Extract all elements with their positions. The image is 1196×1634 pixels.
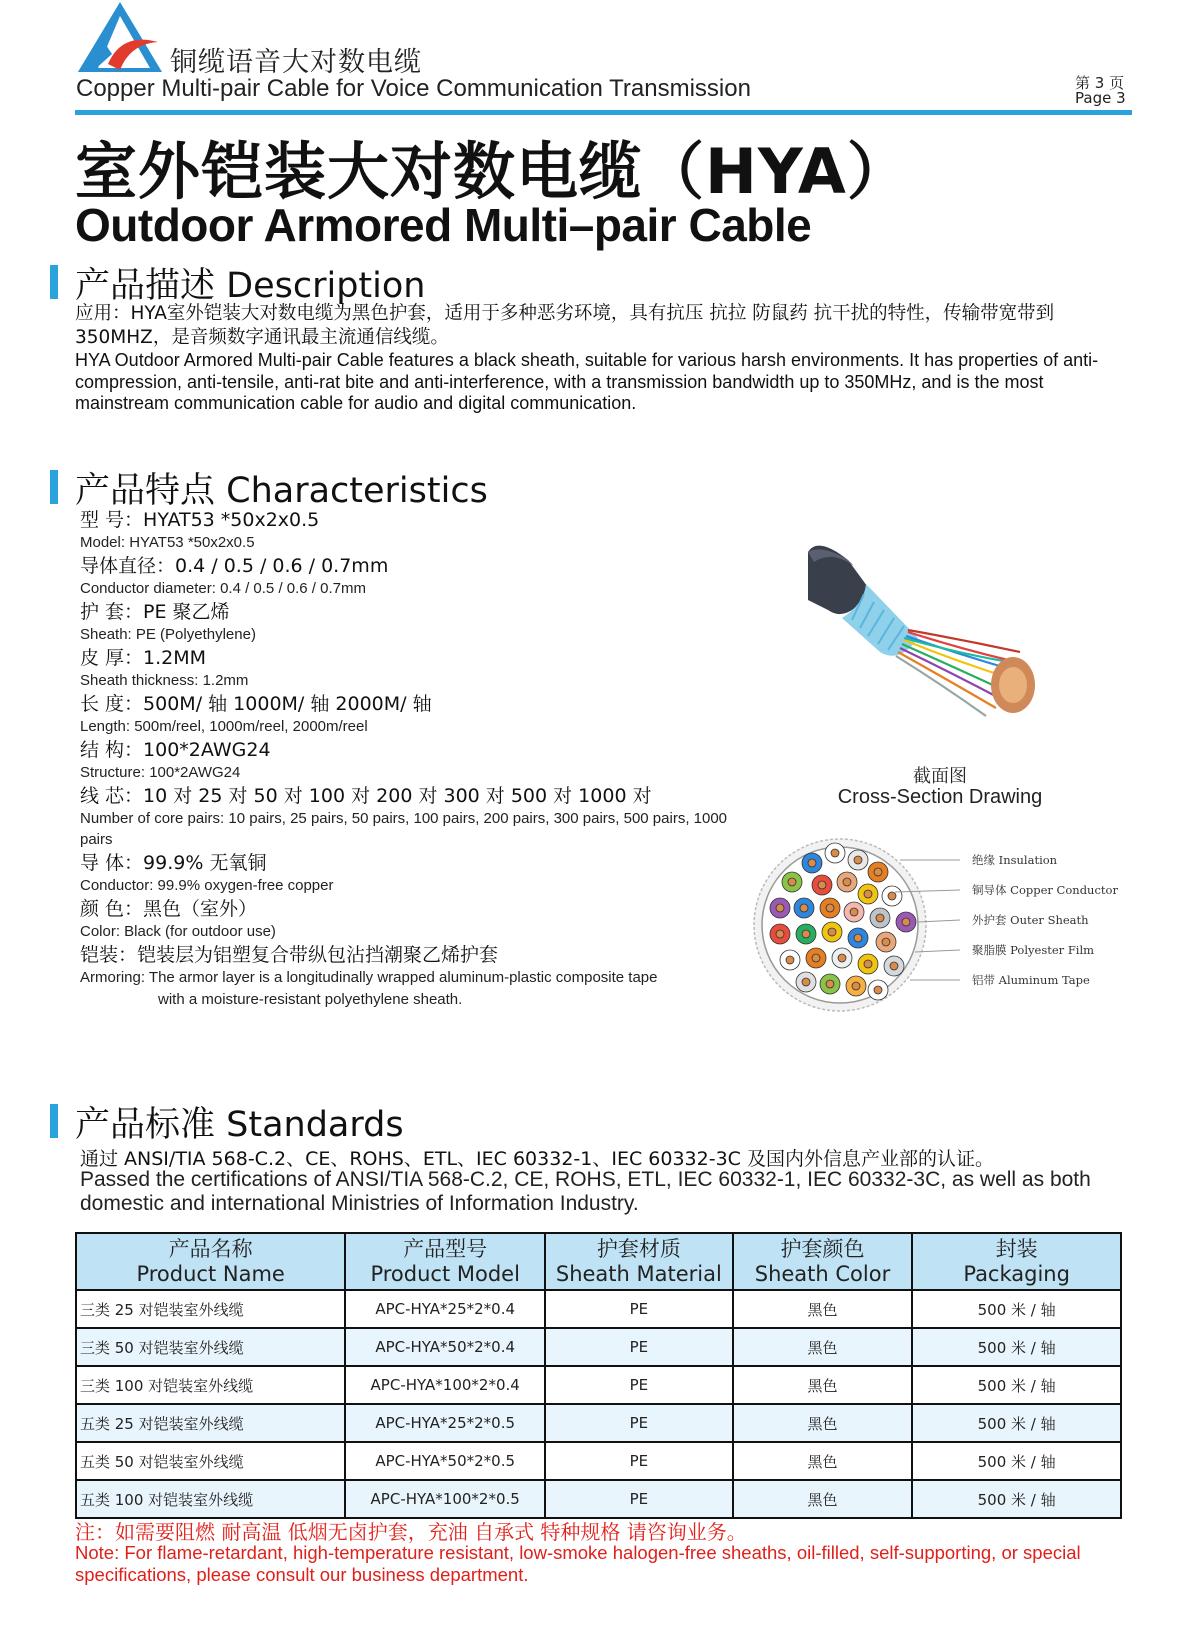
cell-sheath-color: 黑色 [733,1290,913,1328]
cell-product-name: 五类 50 对铠装室外线缆 [76,1442,345,1480]
spec-sheath-en: Sheath: PE (Polyethylene) [80,626,256,643]
cell-sheath-color: 黑色 [733,1404,913,1442]
spec-length-en: Length: 500m/reel, 1000m/reel, 2000m/reel [80,718,368,735]
section-heading-standards: 产品标准 Standards [75,1105,404,1145]
product-title-en: Outdoor Armored Multi–pair Cable [75,199,812,251]
cell-sheath-material: PE [545,1366,733,1404]
standards-text-cn: 通过 ANSI/TIA 568-C.2、CE、ROHS、ETL、IEC 60332-1、IEC 60332-3C 及国内外信息产业部的认证。 [80,1148,994,1170]
label-aluminum-tape: 铝带 Aluminum Tape [972,973,1090,987]
label-outer-sheath: 外护套 Outer Sheath [972,913,1089,927]
column-header: 产品型号 Product Model [345,1233,545,1290]
spec-color-en: Color: Black (for outdoor use) [80,923,276,940]
spec-armoring-cn: 铠装：铠装层为铝塑复合带纵包沾挡潮聚乙烯护套 [80,944,499,966]
spec-length-cn: 长 度：500M/ 轴 1000M/ 轴 2000M/ 轴 [80,693,432,715]
brand-title-en: Copper Multi-pair Cable for Voice Communication Transmission [76,75,751,102]
cell-product-model: APC-HYA*25*2*0.4 [345,1290,545,1328]
spec-armoring-en: Armoring: The armor layer is a longitudinally wrapped aluminum-plastic composite tape [80,969,658,986]
cell-sheath-material: PE [545,1290,733,1328]
spec-structure-cn: 结 构：100*2AWG24 [80,739,271,761]
table-header-row [76,1233,1121,1290]
spec-conductor-en: Conductor: 99.9% oxygen-free copper [80,877,334,894]
spec-model-en: Model: HYAT53 *50x2x0.5 [80,534,255,551]
cell-product-model: APC-HYA*100*2*0.4 [345,1366,545,1404]
product-title-cn: 室外铠装大对数电缆（HYA） [75,135,910,208]
spec-conductor-cn: 导 体：99.9% 无氧铜 [80,852,267,874]
table-row [76,1290,1121,1328]
cross-section-title-en: Cross-Section Drawing [837,786,1043,808]
cell-product-model: APC-HYA*25*2*0.5 [345,1404,545,1442]
cell-product-name: 三类 25 对铠装室外线缆 [76,1290,345,1328]
cell-product-model: APC-HYA*50*2*0.4 [345,1328,545,1366]
product-table [75,1232,1122,1519]
description-text-cn: 应用：HYA室外铠装大对数电缆为黑色护套，适用于多种恶劣环境，具有抗压 抗拉 防鼠药 抗干扰的特性，传输带宽带到350MHZ，是音频数字通讯最主流通信线缆。 [75,303,1055,348]
page-number-en: Page 3 [1075,89,1126,107]
cross-section-diagram [750,830,1155,1020]
characteristics-list [80,508,760,1011]
section-marker [50,265,58,299]
cell-sheath-color: 黑色 [733,1442,913,1480]
cell-sheath-material: PE [545,1480,733,1518]
column-header: 产品名称 Product Name [76,1233,345,1290]
cell-packaging: 500 米 / 轴 [912,1366,1121,1404]
cell-sheath-material: PE [545,1404,733,1442]
section-heading-characteristics: 产品特点 Characteristics [75,471,488,511]
cell-product-name: 五类 100 对铠装室外线缆 [76,1480,345,1518]
brand-title-cn: 铜缆语音大对数电缆 [170,47,422,78]
cell-sheath-color: 黑色 [733,1366,913,1404]
spec-sheath-thickness-cn: 皮 厚：1.2MM [80,647,207,669]
spec-conductor-diameter-cn: 导体直径：0.4 / 0.5 / 0.6 / 0.7mm [80,555,389,577]
cable-product-image [808,540,1048,728]
table-row [76,1366,1121,1404]
spec-armoring-en-continued: with a moisture-resistant polyethylene sheath. [158,991,463,1008]
table-row [76,1328,1121,1366]
cell-sheath-material: PE [545,1442,733,1480]
column-header: 封装 Packaging [912,1233,1121,1290]
section-heading-description: 产品描述 Description [75,266,426,306]
cell-sheath-material: PE [545,1328,733,1366]
header-divider [75,110,1132,115]
spec-structure-en: Structure: 100*2AWG24 [80,764,241,781]
spec-conductor-diameter-en: Conductor diameter: 0.4 / 0.5 / 0.6 / 0.7mm [80,580,366,597]
note-text-cn: 注：如需要阻燃 耐高温 低烟无卤护套，充油 自承式 特种规格 请咨询业务。 [75,1520,747,1544]
label-polyester-film: 聚脂膜 Polyester Film [972,943,1095,957]
cell-product-name: 三类 50 对铠装室外线缆 [76,1328,345,1366]
section-marker [50,470,58,504]
company-logo [78,2,162,74]
cell-packaging: 500 米 / 轴 [912,1290,1121,1328]
note-text-en: Note: For flame-retardant, high-temperature resistant, low-smoke halogen-free sheaths, oil-filled, self-supporting, or special specifications, please consult our business department. [75,1542,1081,1585]
label-insulation: 绝缘 Insulation [972,853,1058,867]
cell-sheath-color: 黑色 [733,1480,913,1518]
cross-section-title-cn: 截面图 [913,766,967,787]
cell-product-name: 五类 25 对铠装室外线缆 [76,1404,345,1442]
page-number-cn: 第 3 页 [1075,74,1125,92]
standards-text-en: Passed the certifications of ANSI/TIA 568-C.2, CE, ROHS, ETL, IEC 60332-1, IEC 60332-3C, as well as both domestic and international Ministries of Information Industry. [80,1168,1091,1215]
table-row [76,1404,1121,1442]
cell-packaging: 500 米 / 轴 [912,1442,1121,1480]
label-copper-conductor: 铜导体 Copper Conductor [972,883,1118,897]
cell-product-name: 三类 100 对铠装室外线缆 [76,1366,345,1404]
spec-core-pairs-cn: 线 芯：10 对 25 对 50 对 100 对 200 对 300 对 500 对 1000 对 [80,785,652,807]
cell-product-model: APC-HYA*100*2*0.5 [345,1480,545,1518]
cell-packaging: 500 米 / 轴 [912,1328,1121,1366]
cell-sheath-color: 黑色 [733,1328,913,1366]
cell-product-model: APC-HYA*50*2*0.5 [345,1442,545,1480]
table-row [76,1480,1121,1518]
table-row [76,1442,1121,1480]
cell-packaging: 500 米 / 轴 [912,1480,1121,1518]
description-text-en: HYA Outdoor Armored Multi-pair Cable features a black sheath, suitable for various harsh environments. It has properties of anti-compression, anti-tensile, anti-rat bite and anti-interference, with a transmission bandwidth up to 350MHz, and is the most mainstream communication cable for audio and digital communication. [75,350,1099,413]
spec-sheath-thickness-en: Sheath thickness: 1.2mm [80,672,249,689]
spec-core-pairs-en: Number of core pairs: 10 pairs, 25 pairs, 50 pairs, 100 pairs, 200 pairs, 300 pairs, 500 pairs, 1000 pairs [80,810,728,848]
column-header: 护套材质 Sheath Material [545,1233,733,1290]
cell-packaging: 500 米 / 轴 [912,1404,1121,1442]
spec-color-cn: 颜 色：黑色（室外） [80,898,258,920]
spec-model-cn: 型 号：HYAT53 *50x2x0.5 [80,509,320,531]
spec-sheath-cn: 护 套：PE 聚乙烯 [80,601,230,623]
section-marker [50,1104,58,1138]
column-header: 护套颜色 Sheath Color [733,1233,913,1290]
